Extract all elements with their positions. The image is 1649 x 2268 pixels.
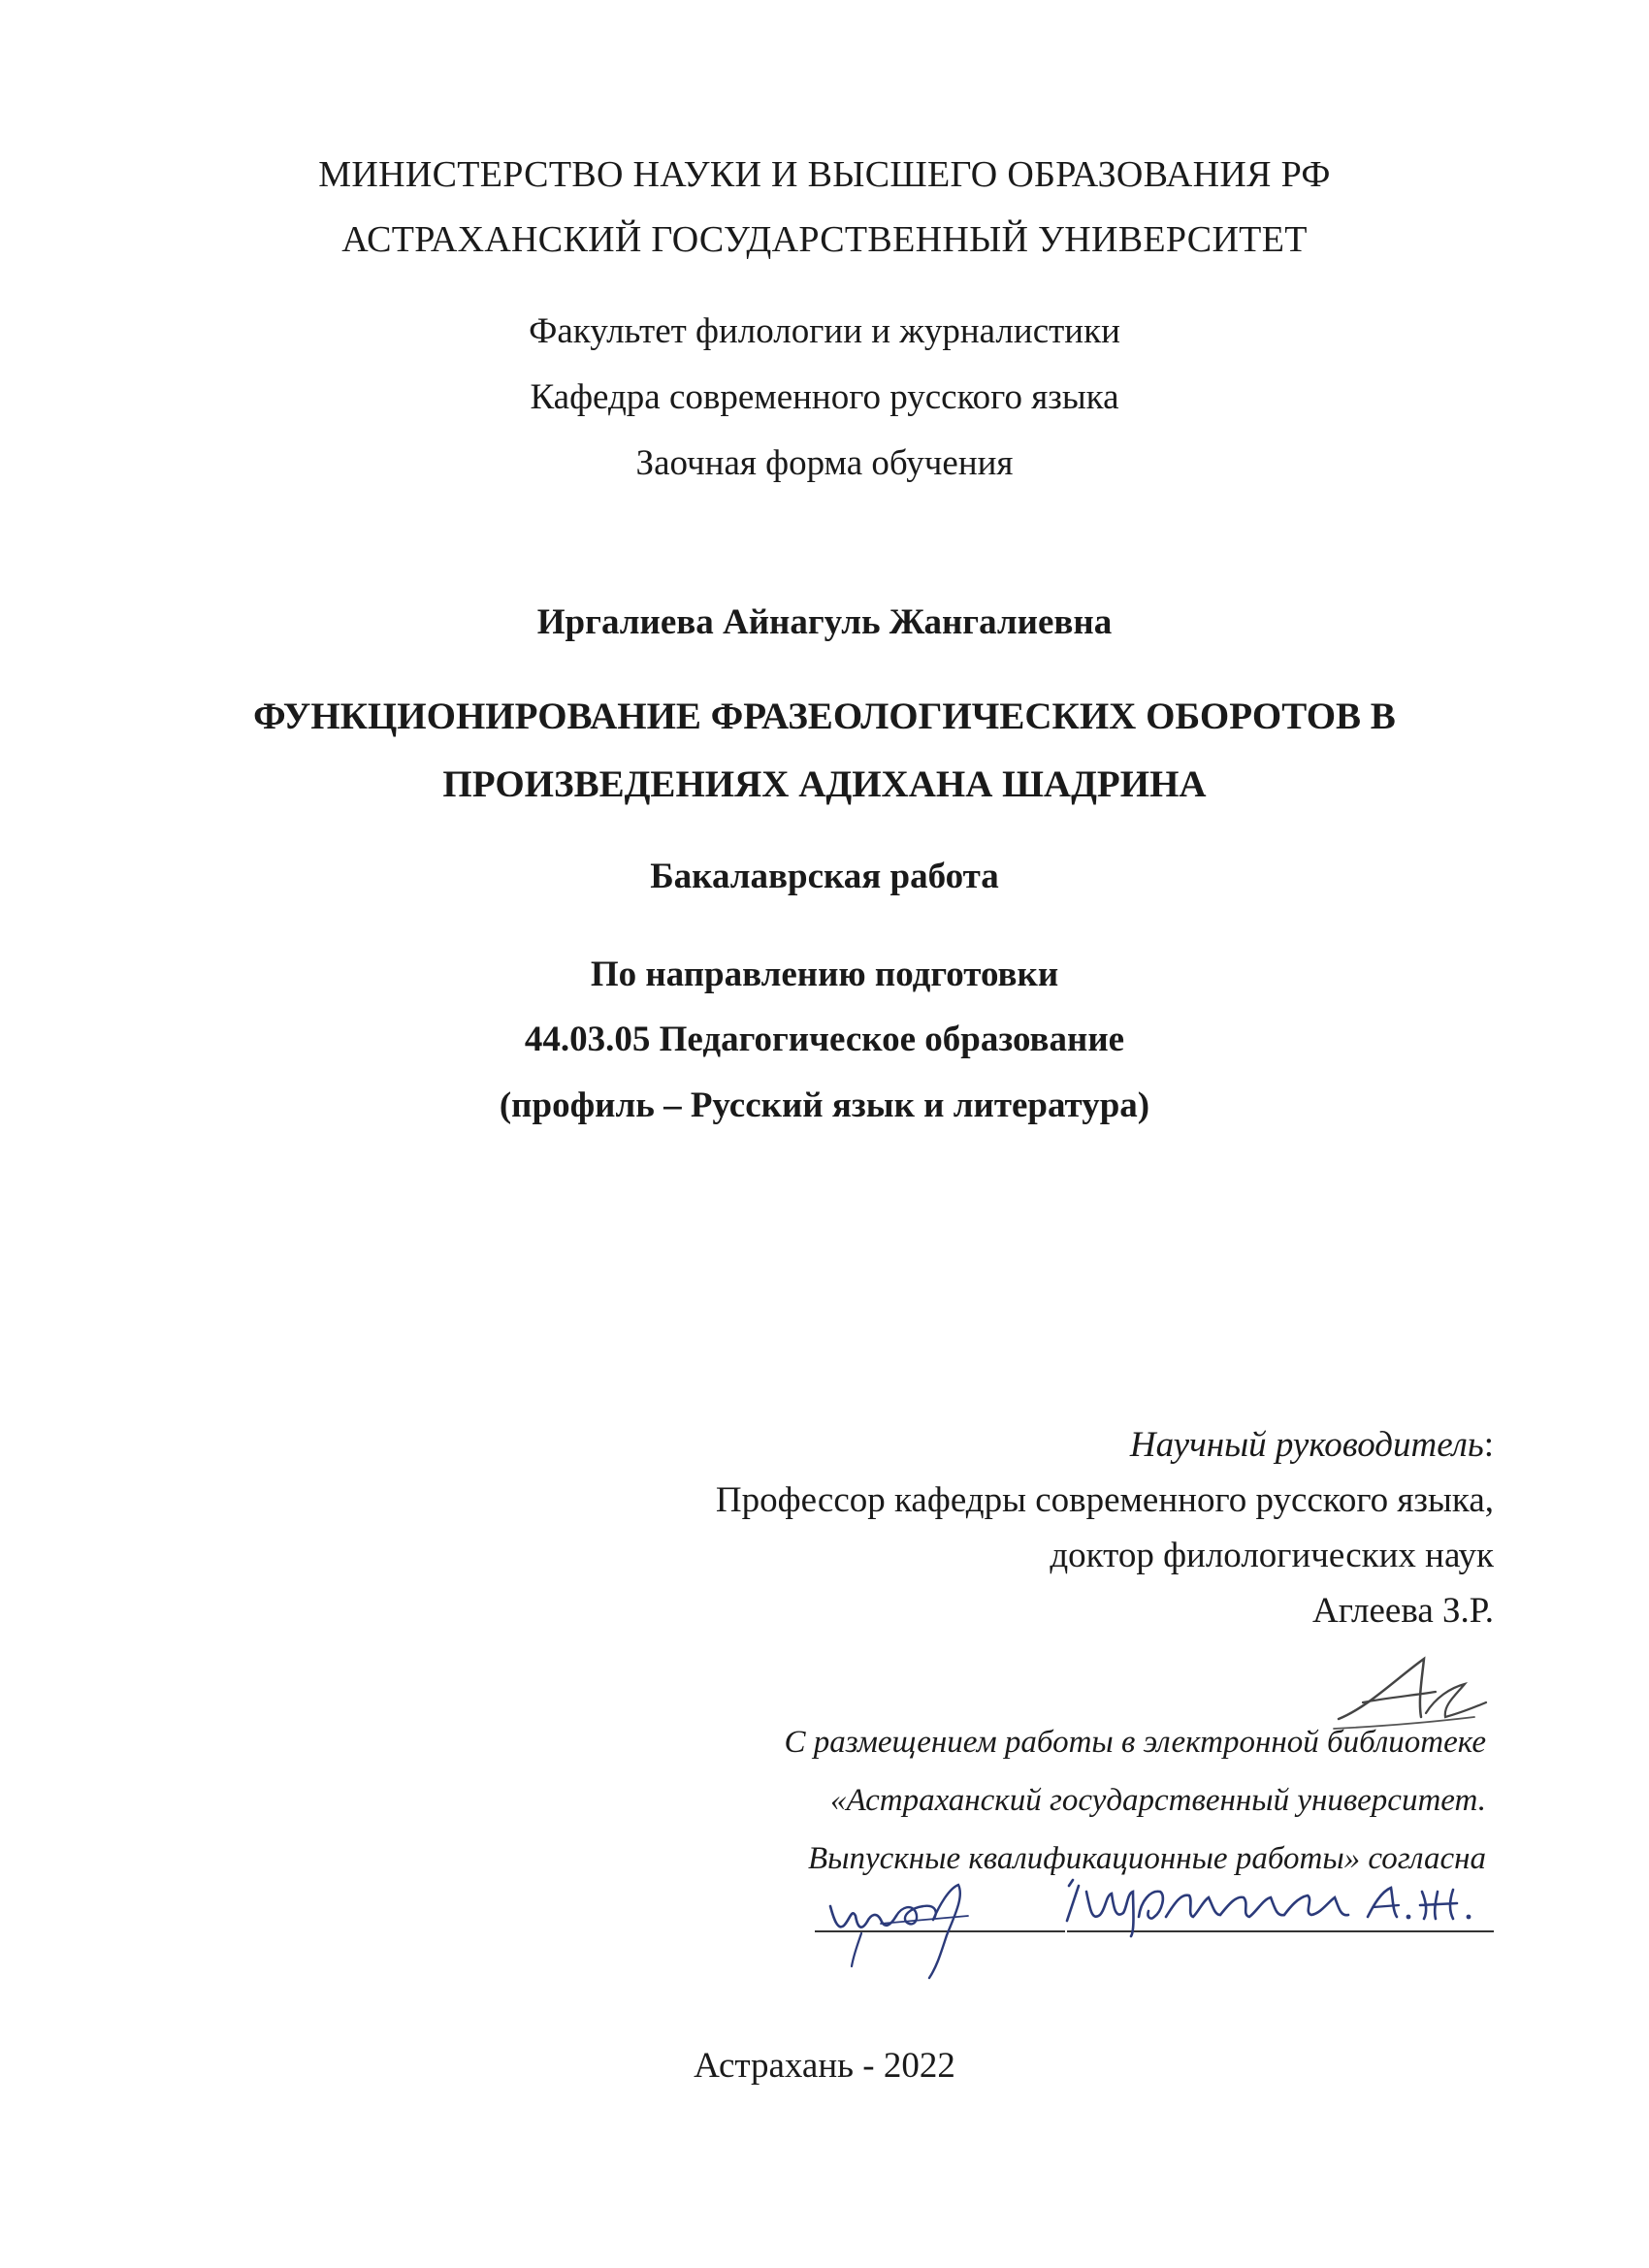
- consent-line-2: «Астраханский государственный университет.: [829, 1783, 1486, 1818]
- direction-label: По направлению подготовки: [590, 955, 1059, 994]
- direction-profile: (профиль – Русский язык и литература): [499, 1085, 1150, 1125]
- thesis-title-line-1: ФУНКЦИОНИРОВАНИЕ ФРАЗЕОЛОГИЧЕСКИХ ОБОРОТОВ В: [253, 696, 1396, 737]
- student-signature: [823, 1877, 987, 1984]
- author-name: Иргалиева Айнагуль Жангалиевна: [536, 602, 1113, 642]
- supervisor-signature: [1329, 1649, 1494, 1736]
- supervisor-label-colon: :: [1483, 1425, 1494, 1465]
- university-heading: АСТРАХАНСКИЙ ГОСУДАРСТВЕННЫЙ УНИВЕРСИТЕТ: [341, 219, 1308, 260]
- supervisor-degree: доктор филологических наук: [1050, 1536, 1494, 1575]
- thesis-title-line-2: ПРОИЗВЕДЕНИЯХ АДИХАНА ШАДРИНА: [442, 763, 1207, 805]
- consent-line-3: Выпускные квалификационные работы» согласна: [808, 1841, 1486, 1876]
- supervisor-label-text: Научный руководитель: [1129, 1425, 1484, 1465]
- ministry-heading: МИНИСТЕРСТВО НАУКИ И ВЫСШЕГО ОБРАЗОВАНИЯ РФ: [318, 154, 1331, 195]
- consent-line-1: С размещением работы в электронной библиотеке: [784, 1725, 1486, 1760]
- work-type: Бакалаврская работа: [650, 857, 999, 896]
- supervisor-position: Профессор кафедры современного русского языка,: [715, 1480, 1494, 1520]
- direction-code: 44.03.05 Педагогическое образование: [524, 1020, 1125, 1059]
- study-form: Заочная форма обучения: [635, 443, 1014, 483]
- supervisor-label: [1130, 1424, 1494, 1466]
- department-name: Кафедра современного русского языка: [530, 377, 1119, 417]
- faculty-name: Факультет филологии и журналистики: [529, 311, 1120, 351]
- supervisor-name: Аглеева З.Р.: [1312, 1591, 1494, 1631]
- student-handwritten-name: [1057, 1872, 1504, 1940]
- city-year: Астрахань - 2022: [694, 2046, 955, 2086]
